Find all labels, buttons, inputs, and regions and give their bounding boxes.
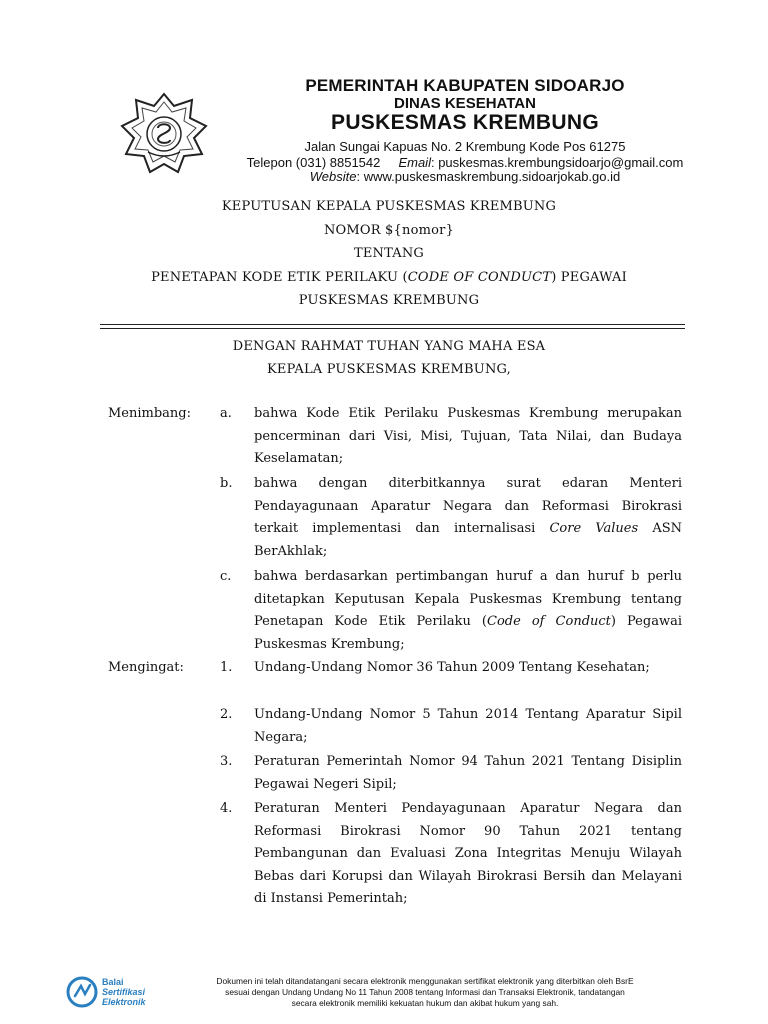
website-label: Website [309, 169, 357, 184]
mengingat-marker-3: 3. [220, 754, 233, 769]
item-b-text-end: ASN BerAkhlak; [254, 521, 683, 559]
decree-title: KEPUTUSAN KEPALA PUSKESMAS KREMBUNG [221, 199, 557, 214]
decree-subject-line2: PUSKESMAS KREMBUNG [298, 293, 480, 308]
menimbang-marker-b: b. [220, 476, 233, 491]
menimbang-label: Menimbang: [108, 406, 192, 421]
mengingat-item-4: Peraturan Menteri Pendayagunaan Aparatur Negara dan Reformasi Birokrasi Nomor 90 Tahun 2021 tentang Pembangunan dan Evaluasi Zona Integritas Menuju Wilayah Bebas dari Korupsi dan Wilayah Birokrasi Bersih dan Melayani di Instansi Pemerintah; [254, 801, 682, 907]
decree-about: TENTANG [353, 246, 425, 261]
head-statement: KEPALA PUSKESMAS KREMBUNG, [267, 362, 511, 377]
letterhead-agency: DINAS KESEHATAN [394, 95, 536, 112]
letterhead-website [215, 169, 715, 184]
letterhead-government: PEMERINTAH KABUPATEN SIDOARJO [305, 76, 625, 95]
kabupaten-crest-logo [118, 90, 210, 178]
letterhead-address: Jalan Sungai Kapuas No. 2 Krembung Kode Pos 61275 [304, 139, 626, 154]
menimbang-marker-c: c. [220, 569, 232, 584]
electronic-signature-notice [150, 976, 700, 1009]
item-c-text-end: ) Pegawai Puskesmas Krembung; [254, 614, 682, 652]
subject-text: PENETAPAN KODE ETIK PERILAKU ( [151, 270, 408, 285]
letterhead-contact [215, 155, 715, 170]
mengingat-marker-4: 4. [220, 801, 233, 816]
menimbang-item-a: bahwa Kode Etik Perilaku Puskesmas Krembung merupakan pencerminan dari Visi, Misi, Tujuan, Tata Nilai, dan Budaya Keselamatan; [254, 406, 682, 467]
phone-text: Telepon (031) 8851542 [246, 155, 381, 170]
mengingat-item-1: Undang-Undang Nomor 36 Tahun 2009 Tentang Kesehatan; [254, 660, 650, 675]
bsre-logo-line1: Balai [102, 977, 124, 987]
notice-line-1: Dokumen ini telah ditandatangani secara elektronik menggunakan sertifikat elektronik yang diterbitkan oleh BsrE [216, 976, 634, 986]
notice-line-2: sesuai dengan Undang Undang No 11 Tahun 2008 tentang Informasi dan Transaksi Elektronik, tandatangan [225, 987, 625, 997]
letterhead-institution: PUSKESMAS KREMBUNG [331, 111, 599, 134]
subject-text-end: ) PEGAWAI [551, 270, 627, 285]
divider-line-top [100, 324, 685, 325]
mengingat-item-2: Undang-Undang Nomor 5 Tahun 2014 Tentang Aparatur Sipil Negara; [254, 707, 682, 745]
subject-italic: CODE OF CONDUCT [407, 270, 552, 285]
decree-subject-line1 [100, 270, 678, 285]
item-c-italic: Code of Conduct [487, 614, 611, 630]
email-label: Email [398, 155, 431, 170]
bsre-logo-line3: Elektronik [102, 997, 146, 1007]
menimbang-item-c [254, 566, 682, 656]
notice-line-3: secara elektronik memiliki kekuatan hukum dan akibat hukum yang sah. [291, 998, 559, 1008]
mengingat-marker-1: 1. [220, 660, 233, 675]
bsre-logo-line2: Sertifikasi [102, 987, 146, 997]
mengingat-label: Mengingat: [108, 660, 184, 675]
mengingat-marker-2: 2. [220, 707, 233, 722]
website-value[interactable]: : www.puskesmaskrembung.sidoarjokab.go.id [356, 169, 621, 184]
menimbang-item-b [254, 473, 682, 563]
menimbang-marker-a: a. [220, 406, 232, 421]
divider-line-bottom [100, 328, 685, 329]
item-b-italic: Core Values [549, 521, 639, 537]
grace-statement: DENGAN RAHMAT TUHAN YANG MAHA ESA [232, 339, 546, 354]
mengingat-item-3: Peraturan Pemerintah Nomor 94 Tahun 2021 Tentang Disiplin Pegawai Negeri Sipil; [254, 754, 682, 792]
email-value[interactable]: : puskesmas.krembungsidoarjo@gmail.com [430, 155, 684, 170]
item-b-text: bahwa dengan diterbitkannya surat edaran Menteri Pendayagunaan Aparatur Negara dan Reformasi Birokrasi terkait implementasi dan internalisasi [254, 476, 682, 537]
decree-number: NOMOR ${nomor} [323, 223, 455, 238]
item-c-text: bahwa berdasarkan pertimbangan huruf a dan huruf b perlu ditetapkan Keputusan Kepala Puskesmas Krembung tentang Penetapan Kode Etik Perilaku ( [254, 569, 682, 630]
